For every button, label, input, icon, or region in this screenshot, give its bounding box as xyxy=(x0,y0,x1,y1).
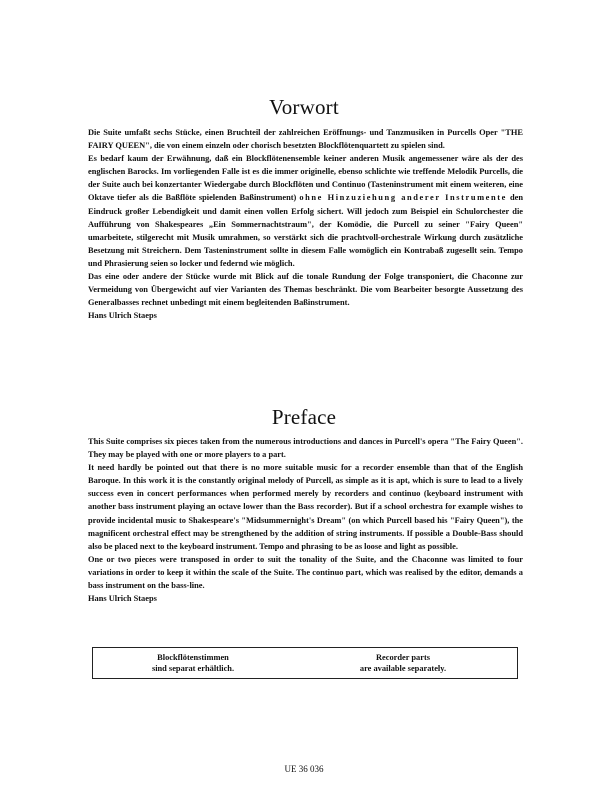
vorwort-spaced-phrase: ohne Hinzuziehung anderer Instrumente xyxy=(299,193,507,203)
catalog-number: UE 36 036 xyxy=(284,764,324,774)
preface-paragraph: It need hardly be pointed out that there is no more suitable music for a recorder ensemble than that of the English Baroque. In this work it is the constantly original melody of Purcell, as simple as it is apt, which is sure to lead to a lively success even in concert performances when performed merely by recorders and continuo (keyboard instrument with another bass instrument playing an octave lower than the Bass recorder). But if a school orchestra for example wishes to provide incidental music to Shakespeare's "Midsummernight's Dream" (on which Purcell based his "Fairy Queen"), the magnificent orchestral effect may be strengthened by the addition of string instruments. If possible a Double-Bass should also be placed next to the keyboard instrument. Tempo and phrasing to be as loose and light as possible. xyxy=(88,463,523,551)
parts-note-german-line2: sind separat erhältlich. xyxy=(151,664,235,673)
vorwort-paragraph: Das eine oder andere der Stücke wurde mit Blick auf die tonale Rundung der Folge transponiert, die Chaconne zur Vermeidung von Übergewicht auf vier Varianten des Themas beschränkt. Die vom Bearbeiter besorgte Aussetzung des Generalbasses rechnet unbedingt mit einem begleitenden Baßinstrument. xyxy=(88,272,523,308)
vorwort-paragraph: Die Suite umfaßt sechs Stücke, einen Bruchteil der zahlreichen Eröffnungs- und Tanzmusiken in Purcells Oper "THE FAIRY QUEEN", die von einem einzeln oder chorisch besetzten Blockflötenquartett zu spielen sind. xyxy=(88,128,523,151)
vorwort-heading: Vorwort xyxy=(269,95,339,119)
preface-section xyxy=(88,435,523,605)
parts-note-german xyxy=(93,652,293,674)
vorwort-signature: Hans Ulrich Staeps xyxy=(88,311,157,321)
vorwort-paragraph-text: Es bedarf kaum der Erwähnung, daß ein Blockflötenensemble keiner anderen Musik angemessener wäre als der des englischen Barocks. Im vorliegenden Falle ist es die immer originelle, ebenso schlichte wie treffende Melodik Purcells, die der Suite auch bei konzertanter Wiedergabe durch Blockflöten und Continuo (Tasteninstrument mit einem weiteren, eine Oktave tiefer als die Baßflöte spielenden Baßinstrument) xyxy=(88,154,523,203)
preface-heading: Preface xyxy=(271,405,337,429)
preface-paragraph: One or two pieces were transposed in order to suit the tonality of the Suite, and the Chaconne was limited to four variations in order to keep it within the scale of the Suite. The continuo part, which was realised by the editor, demands a bass instrument on the bass-line. xyxy=(88,554,523,591)
parts-note-english xyxy=(303,652,503,674)
vorwort-paragraph xyxy=(88,152,523,270)
parts-note-english-line1: Recorder parts xyxy=(375,653,431,662)
vorwort-section xyxy=(88,126,523,322)
vorwort-paragraph-text: den Eindruck großer Lebendigkeit und damit einen vollen Erfolg sichert. Will jedoch zum Beispiel ein Schulorchester die Aufführung von Shakespeares „Ein Sommernachtstraum", der Komödie, die Purcell zu seiner "Fairy Queen" umarbeitete, stilgerecht mit Musik umrahmen, so verstärkt sich die prachtvoll-orchestrale Wirkung durch zusätzliche Besetzung mit Streichern. Dem Tasteninstrument sollte in diesem Falle womöglich ein Kontrabaß zugesellt sein. Tempo und Phrasierung seien so locker und federnd wie möglich. xyxy=(88,193,524,268)
parts-note-english-line2: are available separately. xyxy=(359,664,447,673)
parts-note-german-line1: Blockflötenstimmen xyxy=(157,653,229,662)
preface-signature: Hans Ulrich Staeps xyxy=(88,594,157,604)
preface-paragraph: This Suite comprises six pieces taken from the numerous introductions and dances in Purcell's opera "The Fairy Queen". They may be played with one or more players to a part. xyxy=(88,437,523,460)
parts-availability-box xyxy=(92,647,518,679)
